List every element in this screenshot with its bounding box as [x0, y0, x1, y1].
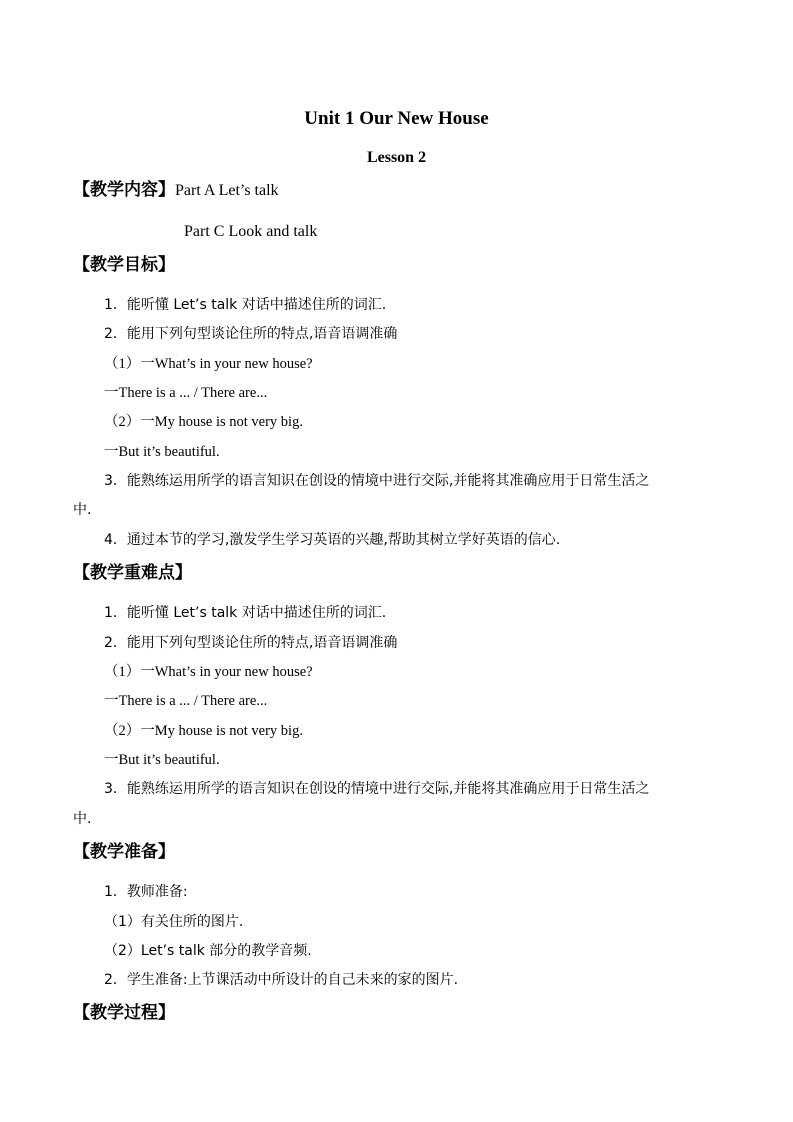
key-point-item: 一But it’s beautiful.: [104, 752, 220, 768]
key-point-item: 中.: [73, 811, 92, 827]
objective-item: 1．能听懂 Let’s talk 对话中描述住所的词汇.: [104, 297, 387, 313]
objective-item: （2）一My house is not very big.: [104, 414, 303, 430]
preparation-item: 1．教师准备:: [104, 884, 188, 900]
content-line: Part A Let’s talk: [175, 182, 279, 199]
preparation-item: （2）Let’s talk 部分的教学音频.: [104, 943, 312, 959]
page-title: Unit 1 Our New House: [304, 108, 489, 129]
key-point-item: 一There is a ... / There are...: [104, 693, 268, 709]
objective-item: 一But it’s beautiful.: [104, 444, 220, 460]
objective-item: 一There is a ... / There are...: [104, 385, 268, 401]
section-heading-key-points: 【教学重难点】: [73, 563, 192, 583]
preparation-item: 2．学生准备:上节课活动中所设计的自己未来的家的图片.: [104, 972, 459, 988]
section-heading-content: [73, 182, 279, 199]
key-point-item: 2．能用下列句型谈论住所的特点,语音语调准确: [104, 635, 398, 651]
section-heading-process: 【教学过程】: [73, 1003, 175, 1023]
objective-item: （1）一What’s in your new house?: [104, 356, 313, 372]
heading-label: 【教学内容】: [73, 180, 175, 200]
preparation-item: （1）有关住所的图片.: [104, 914, 244, 930]
content-line: Part C Look and talk: [184, 223, 318, 240]
objective-item: 3．能熟练运用所学的语言知识在创设的情境中进行交际,并能将其准确应用于日常生活之: [104, 473, 650, 489]
key-point-item: （1）一What’s in your new house?: [104, 664, 313, 680]
key-point-item: （2）一My house is not very big.: [104, 723, 303, 739]
objective-item: 2．能用下列句型谈论住所的特点,语音语调准确: [104, 326, 398, 342]
section-heading-objectives: 【教学目标】: [73, 255, 175, 275]
objective-item: 中.: [73, 502, 92, 518]
key-point-item: 1．能听懂 Let’s talk 对话中描述住所的词汇.: [104, 605, 387, 621]
section-heading-preparation: 【教学准备】: [73, 842, 175, 862]
objective-item: 4．通过本节的学习,激发学生学习英语的兴趣,帮助其树立学好英语的信心.: [104, 532, 561, 548]
key-point-item: 3．能熟练运用所学的语言知识在创设的情境中进行交际,并能将其准确应用于日常生活之: [104, 781, 650, 797]
page-subtitle: Lesson 2: [366, 149, 427, 166]
